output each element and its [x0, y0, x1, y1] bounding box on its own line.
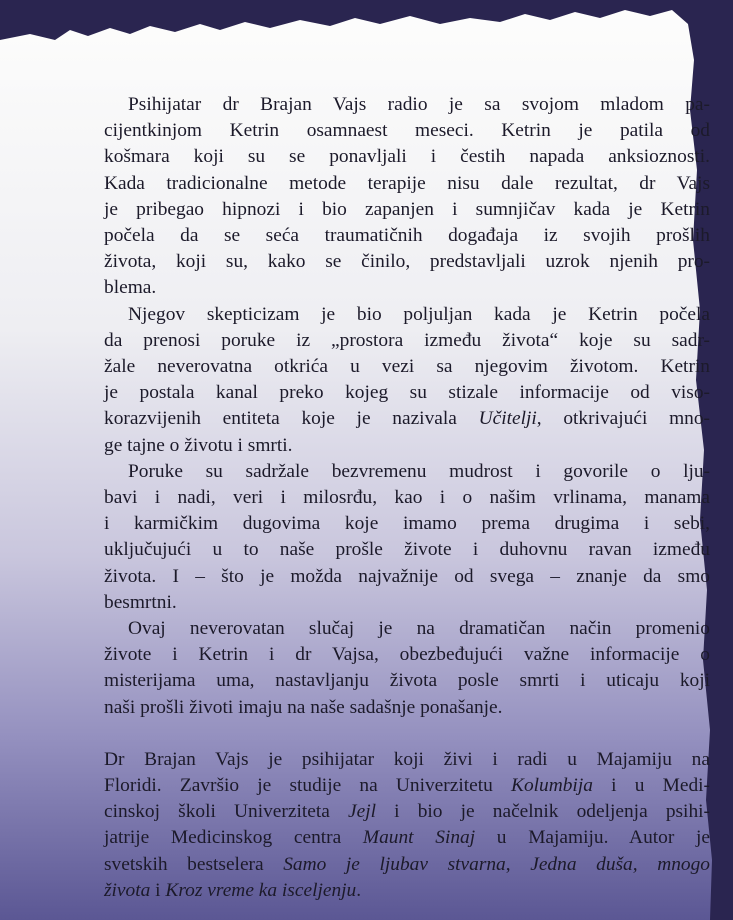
paragraph-2 [104, 302, 710, 459]
text-line [104, 852, 710, 878]
italic-term: Maunt Sinaj [362, 827, 476, 849]
text-line: je pribegao hipnozi i bio zapanjen i sumnjičav kada je Ketrin [104, 198, 710, 220]
italic-title: Kroz vreme ka isceljenju [165, 879, 357, 901]
text-line: uključujući u to naše prošle živote i duhovnu ravan između [104, 539, 710, 561]
text-line: Psihijatar dr Brajan Vajs radio je sa svojom mladom pa- [128, 94, 710, 115]
text-line: Poruke su sadržale bezvremenu mudrost i govorile o lju- [128, 460, 710, 482]
text-line: košmara koji su se ponavljali i čestih napada anksioznosti. [104, 146, 710, 168]
text-line: i karmičkim dugovima koje imamo prema drugima i sebi, [104, 513, 710, 535]
text-line: besmrtni. [104, 591, 177, 613]
text-line: Ovaj neverovatan slučaj je na dramatičan način promenio [128, 618, 710, 640]
text-line: počela da se seća traumatičnih događaja iz svojih prošlih [104, 225, 710, 247]
text-line [104, 825, 710, 851]
text-line [104, 799, 710, 825]
author-bio [104, 747, 710, 904]
italic-term: Jejl [348, 801, 377, 823]
italic-title: Jedna duša, mnogo [530, 853, 710, 875]
text-line: naši prošli životi imaju na naše sadašnje ponašanje. [104, 696, 503, 718]
italic-term: Učitelji [478, 408, 537, 430]
italic-title: Samo je ljubav stvarna [283, 853, 506, 875]
text-line: žale neverovatna otkrića u vezi sa njegovim životom. Ketrin [104, 356, 710, 378]
text-line: Njegov skepticizam je bio poljuljan kada je Ketrin počela [128, 303, 710, 325]
paragraph-3 [104, 459, 710, 616]
text-run: i bio je načelnik odeljenja psihi- [376, 801, 710, 823]
text-line: korazvijenih entiteta koje je nazivala Učitelji, otkrivajući mno- [104, 408, 711, 430]
text-line: života, koji su, kako se činilo, predstavljali uzrok njenih pro- [104, 251, 710, 273]
blurb-text [104, 92, 710, 904]
text-run: cinskoj školi Univerziteta [104, 801, 349, 823]
text-run: i [150, 879, 166, 901]
text-line [104, 773, 710, 799]
text-run: i u Medi- [592, 775, 710, 797]
text-line: blema. [104, 277, 157, 299]
italic-term: Kolumbija [511, 775, 593, 797]
text-run: u Majamiju. Autor je [475, 827, 710, 849]
text-line: bavi i nadi, veri i milosrđu, kao i o našim vrlinama, manama [104, 487, 710, 509]
text-line [104, 878, 710, 904]
text-line: živote i Ketrin i dr Vajsa, obezbeđujući važne informacije o [104, 644, 710, 666]
text-line: ge tajne o životu i smrti. [104, 434, 293, 456]
text-line: Dr Brajan Vajs je psihijatar koji živi i radi u Majamiju na [104, 748, 710, 770]
text-line: misterijama uma, nastavljanju života posle smrti i uticaju koji [104, 670, 710, 692]
text-line: cijentkinjom Ketrin osamnaest meseci. Ketrin je patila od [104, 120, 710, 142]
text-run: jatrije Medicinskog centra [104, 827, 363, 849]
italic-title: života [104, 879, 151, 901]
text-line: je postala kanal preko kojeg su stizale informacije od viso- [104, 382, 710, 404]
text-line: života. I – što je možda najvažnije od svega – znanje da smo [104, 565, 710, 587]
text-run: svetskih bestselera [104, 853, 284, 875]
text-line: da prenosi poruke iz „prostora između života“ koje su sadr- [104, 329, 710, 351]
text-run: Floridi. Završio je studije na Univerzitetu [104, 775, 512, 797]
text-run: , [505, 853, 531, 875]
paragraph-4 [104, 616, 710, 721]
paragraph-1 [104, 92, 710, 302]
text-run: . [356, 879, 362, 901]
text-line: Kada tradicionalne metode terapije nisu dale rezultat, dr Vajs [104, 172, 710, 194]
